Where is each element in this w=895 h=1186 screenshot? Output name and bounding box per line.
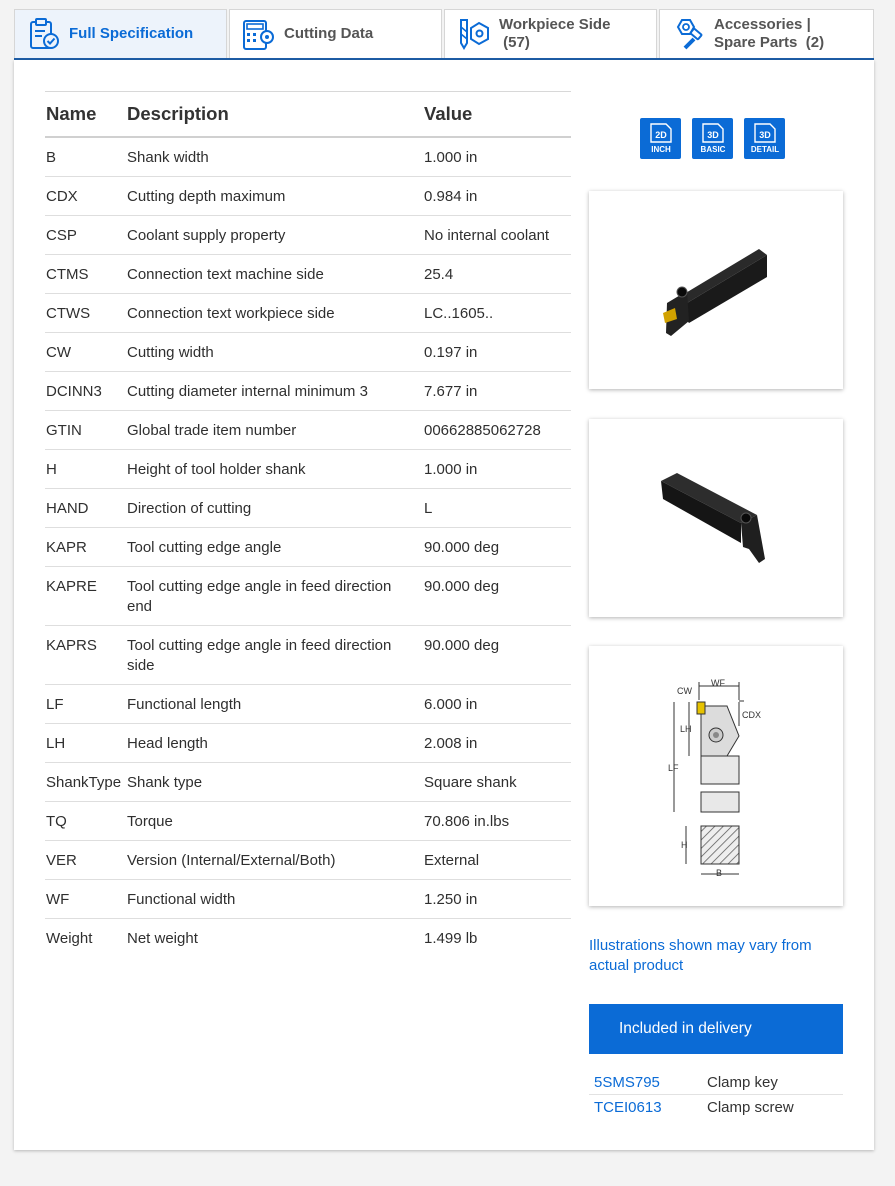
tab-label: Workpiece Side (57) <box>499 16 611 51</box>
spec-description-cell: Cutting depth maximum <box>126 176 423 215</box>
included-in-delivery-header[interactable]: Included in delivery <box>589 1004 843 1054</box>
spec-name-cell: GTIN <box>45 410 126 449</box>
tab-label: Full Specification <box>69 25 194 42</box>
illustration-disclaimer: Illustrations shown may vary from actual product <box>589 937 812 974</box>
spec-description-cell: Connection text machine side <box>126 254 423 293</box>
spec-name-cell: CSP <box>45 215 126 254</box>
dim-label-h: H <box>681 840 688 850</box>
header-description: Description <box>126 92 423 137</box>
table-row <box>45 215 571 254</box>
spec-description-cell: Cutting width <box>126 332 423 371</box>
spec-name-cell: WF <box>45 879 126 918</box>
tab-full-specification[interactable] <box>14 9 227 58</box>
spec-description-cell: Direction of cutting <box>126 488 423 527</box>
dimension-drawing-svg <box>589 646 843 906</box>
specification-panel <box>14 60 874 1150</box>
spec-description-cell: Version (Internal/External/Both) <box>126 840 423 879</box>
product-image-side-view[interactable] <box>589 191 843 389</box>
table-row <box>45 723 571 762</box>
clipboard-check-icon <box>27 17 61 51</box>
table-row <box>45 254 571 293</box>
spec-name-cell: CW <box>45 332 126 371</box>
dim-label-cw: CW <box>677 686 692 696</box>
spec-name-cell: TQ <box>45 801 126 840</box>
calculator-gear-icon <box>242 17 276 51</box>
download-line1: 3D <box>706 129 719 140</box>
spec-description-cell: Tool cutting edge angle in feed direction side <box>126 625 423 684</box>
delivery-item-description: Clamp key <box>707 1073 778 1091</box>
spec-value-cell: Square shank <box>423 762 571 801</box>
dimension-drawing[interactable] <box>589 646 843 906</box>
spec-value-cell: 1.250 in <box>423 879 571 918</box>
dim-label-lh: LH <box>680 724 692 734</box>
table-row <box>45 625 571 684</box>
table-row <box>45 527 571 566</box>
drill-insert-icon <box>457 17 491 51</box>
spec-value-cell: 7.677 in <box>423 371 571 410</box>
spec-value-cell: 1.000 in <box>423 449 571 488</box>
dim-label-wf: WF <box>711 678 725 688</box>
cad-download-buttons <box>640 118 785 159</box>
spec-value-cell: 70.806 in.lbs <box>423 801 571 840</box>
list-item <box>589 1095 843 1120</box>
dim-label-cdx: CDX <box>742 710 762 720</box>
delivery-items-list <box>589 1070 843 1120</box>
spec-name-cell: H <box>45 449 126 488</box>
tab-accessories-spare-parts[interactable] <box>659 9 874 58</box>
specification-table <box>45 91 571 957</box>
spec-value-cell: L <box>423 488 571 527</box>
table-row <box>45 918 571 957</box>
spec-value-cell: No internal coolant <box>423 215 571 254</box>
download-line2: INCH <box>650 144 671 154</box>
spec-value-cell: 90.000 deg <box>423 566 571 625</box>
tab-count: (57) <box>503 34 530 51</box>
spec-value-cell: 00662885062728 <box>423 410 571 449</box>
tab-bar <box>14 9 874 60</box>
spec-description-cell: Connection text workpiece side <box>126 293 423 332</box>
download-2d-inch-button[interactable] <box>640 118 681 159</box>
spec-value-cell: 0.984 in <box>423 176 571 215</box>
table-row <box>45 684 571 723</box>
spec-description-cell: Head length <box>126 723 423 762</box>
table-row <box>45 410 571 449</box>
cad-file-icon <box>748 122 782 156</box>
table-row <box>45 566 571 625</box>
dim-label-b: B <box>716 868 723 878</box>
spec-name-cell: KAPRS <box>45 625 126 684</box>
spec-name-cell: ShankType <box>45 762 126 801</box>
spec-description-cell: Height of tool holder shank <box>126 449 423 488</box>
spec-name-cell: HAND <box>45 488 126 527</box>
tool-holder-image <box>589 419 843 617</box>
spec-name-cell: CDX <box>45 176 126 215</box>
tool-holder-image <box>589 191 843 389</box>
spec-name-cell: B <box>45 137 126 177</box>
spec-name-cell: KAPRE <box>45 566 126 625</box>
table-row <box>45 371 571 410</box>
spec-description-cell: Tool cutting edge angle in feed direction end <box>126 566 423 625</box>
spec-description-cell: Shank width <box>126 137 423 177</box>
spec-value-cell: LC..1605.. <box>423 293 571 332</box>
spec-name-cell: LH <box>45 723 126 762</box>
table-row <box>45 137 571 177</box>
delivery-item-code-link[interactable]: TCEI0613 <box>594 1099 662 1116</box>
spec-description-cell: Functional length <box>126 684 423 723</box>
download-line1: 3D <box>758 129 771 140</box>
product-image-top-view[interactable] <box>589 419 843 617</box>
header-value: Value <box>423 92 571 137</box>
table-body <box>45 137 571 957</box>
spec-description-cell: Shank type <box>126 762 423 801</box>
spec-value-cell: 1.499 lb <box>424 929 478 947</box>
spec-name-cell: CTMS <box>45 254 126 293</box>
table-row <box>45 449 571 488</box>
download-line1: 2D <box>654 129 667 140</box>
spec-name-cell: LF <box>45 684 126 723</box>
spec-description-cell: Net weight <box>127 929 198 947</box>
spec-name-cell: Weight <box>46 929 93 947</box>
tab-label: Cutting Data <box>284 25 374 42</box>
tab-label: Accessories | Spare Parts (2) <box>714 16 825 51</box>
spec-description-cell: Torque <box>126 801 423 840</box>
table-row <box>45 176 571 215</box>
table-row <box>45 879 571 918</box>
tab-count: (2) <box>805 34 825 51</box>
spec-name-cell: VER <box>45 840 126 879</box>
spec-value-cell: 2.008 in <box>423 723 571 762</box>
download-line2: DETAIL <box>750 144 779 154</box>
spec-description-cell: Tool cutting edge angle <box>126 527 423 566</box>
spec-value-cell: 1.000 in <box>423 137 571 177</box>
table-row <box>45 801 571 840</box>
download-3d-detail-button[interactable] <box>744 118 785 159</box>
cad-file-icon <box>648 122 674 156</box>
tab-workpiece-side[interactable] <box>444 9 657 58</box>
list-item <box>589 1070 843 1095</box>
spec-value-cell: External <box>423 840 571 879</box>
nut-bolt-icon <box>672 17 706 51</box>
cad-file-icon <box>698 122 728 156</box>
spec-value-cell: 90.000 deg <box>423 527 571 566</box>
dim-label-lf: LF <box>668 763 679 773</box>
spec-name-cell: DCINN3 <box>45 371 126 410</box>
spec-value-cell: 6.000 in <box>423 684 571 723</box>
spec-value-cell: 90.000 deg <box>423 625 571 684</box>
header-name: Name <box>45 92 126 137</box>
spec-description-cell: Coolant supply property <box>126 215 423 254</box>
table-row <box>45 488 571 527</box>
spec-description-cell: Cutting diameter internal minimum 3 <box>126 371 423 410</box>
table-row <box>45 332 571 371</box>
delivery-item-code-link[interactable]: 5SMS795 <box>594 1073 660 1091</box>
delivery-item-description: Clamp screw <box>707 1099 794 1116</box>
download-3d-basic-button[interactable] <box>692 118 733 159</box>
tab-cutting-data[interactable] <box>229 9 442 58</box>
table-row <box>45 293 571 332</box>
table-header-row <box>45 92 571 137</box>
spec-description-cell: Functional width <box>126 879 423 918</box>
table-row <box>45 762 571 801</box>
spec-value-cell: 0.197 in <box>423 332 571 371</box>
spec-value-cell: 25.4 <box>423 254 571 293</box>
table-row <box>45 840 571 879</box>
spec-name-cell: CTWS <box>45 293 126 332</box>
spec-name-cell: KAPR <box>45 527 126 566</box>
download-line2: BASIC <box>700 144 725 154</box>
spec-description-cell: Global trade item number <box>126 410 423 449</box>
